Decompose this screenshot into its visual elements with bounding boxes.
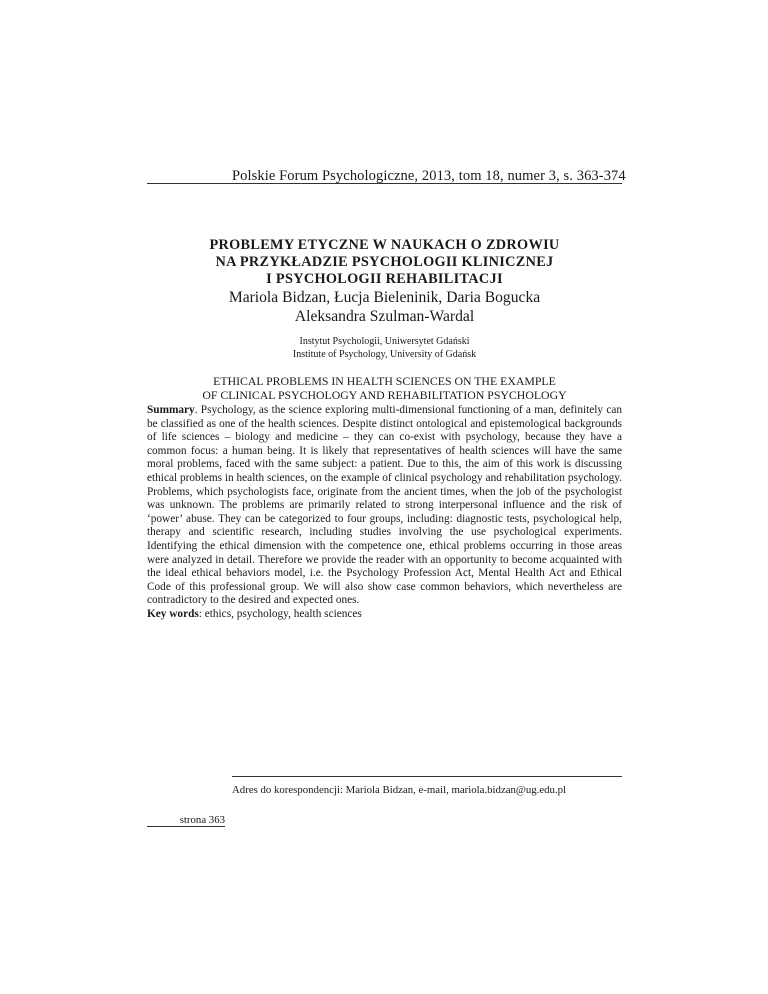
affiliation-en: Institute of Psychology, University of Gdańsk	[292, 349, 477, 360]
keywords-text: : ethics, psychology, health sciences	[198, 607, 362, 620]
english-title-line-2: OF CLINICAL PSYCHOLOGY AND REHABILITATION PSYCHOLOGY	[202, 387, 567, 402]
page-number-rule	[147, 826, 225, 827]
header-divider	[147, 183, 622, 184]
author-line-1: Mariola Bidzan, Łucja Bieleninik, Daria Bogucka	[228, 289, 541, 306]
page-number: strona 363	[179, 814, 225, 826]
summary-label: Summary	[147, 404, 195, 416]
english-title-line-1: ETHICAL PROBLEMS IN HEALTH SCIENCES ON THE EXAMPLE	[213, 374, 556, 388]
abstract	[147, 404, 622, 622]
abstract-body	[147, 404, 622, 608]
article-title-line-3: I PSYCHOLOGII REHABILITACJI	[266, 271, 503, 288]
article-title-line-2: NA PRZYKŁADZIE PSYCHOLOGII KLINICZNEJ	[215, 254, 554, 271]
author-list	[147, 289, 622, 326]
footnote-divider	[232, 776, 622, 777]
author-line-2: Aleksandra Szulman-Wardal	[294, 307, 475, 325]
article-title	[147, 237, 622, 289]
keywords-label: Key words	[147, 607, 199, 620]
english-title	[147, 375, 622, 402]
article-title-line-1: PROBLEMY ETYCZNE W NAUKACH O ZDROWIU	[209, 237, 560, 253]
correspondence-footnote: Adres do korespondencji: Mariola Bidzan, e-mail, mariola.bidzan@ug.edu.pl	[232, 784, 567, 796]
journal-citation: Polskie Forum Psychologiczne, 2013, tom 18, numer 3, s. 363-374	[232, 168, 626, 184]
affiliation-pl: Instytut Psychologii, Uniwersytet Gdański	[299, 336, 470, 347]
affiliation	[147, 335, 622, 361]
keywords	[147, 608, 622, 622]
summary-text: . Psychology, as the science exploring multi-dimensional functioning of a man, definitely can be classified as one of the health sciences. Despite distinct ontological and epistemological backgrounds of life sciences – biology and medicine – they can co-exist with psychology, because they have a common focus: a human being. It is likely that representatives of health sciences will have the same moral problems, faced with the same subject: a patient. Due to this, the aim of this work is discussing ethical problems in health sciences, on the example of clinical psychology and rehabilitation psychology. Problems, which psychologists face, originate from the ancient times, when the job of the psychologist was unknown. The problems are primarily related to strong interpersonal influence and the risk of ‘power’ abuse. They can be categorized to four groups, including: diagnostic tests, psychological help, therapy and scientific research, including studies involving the use psychological experiments. Identifying the ethical dimension with the competence one, ethical problems occurring in those areas were analyzed in detail. Therefore we provide the reader with an opportunity to become acquainted with the ideal ethical behaviors model, i.e. the Psychology Profession Act, Mental Health Act and Ethical Code of this professional group. We will also show case common behaviors, which nevertheless are contradictory to the desired and expected ones.	[147, 404, 622, 607]
